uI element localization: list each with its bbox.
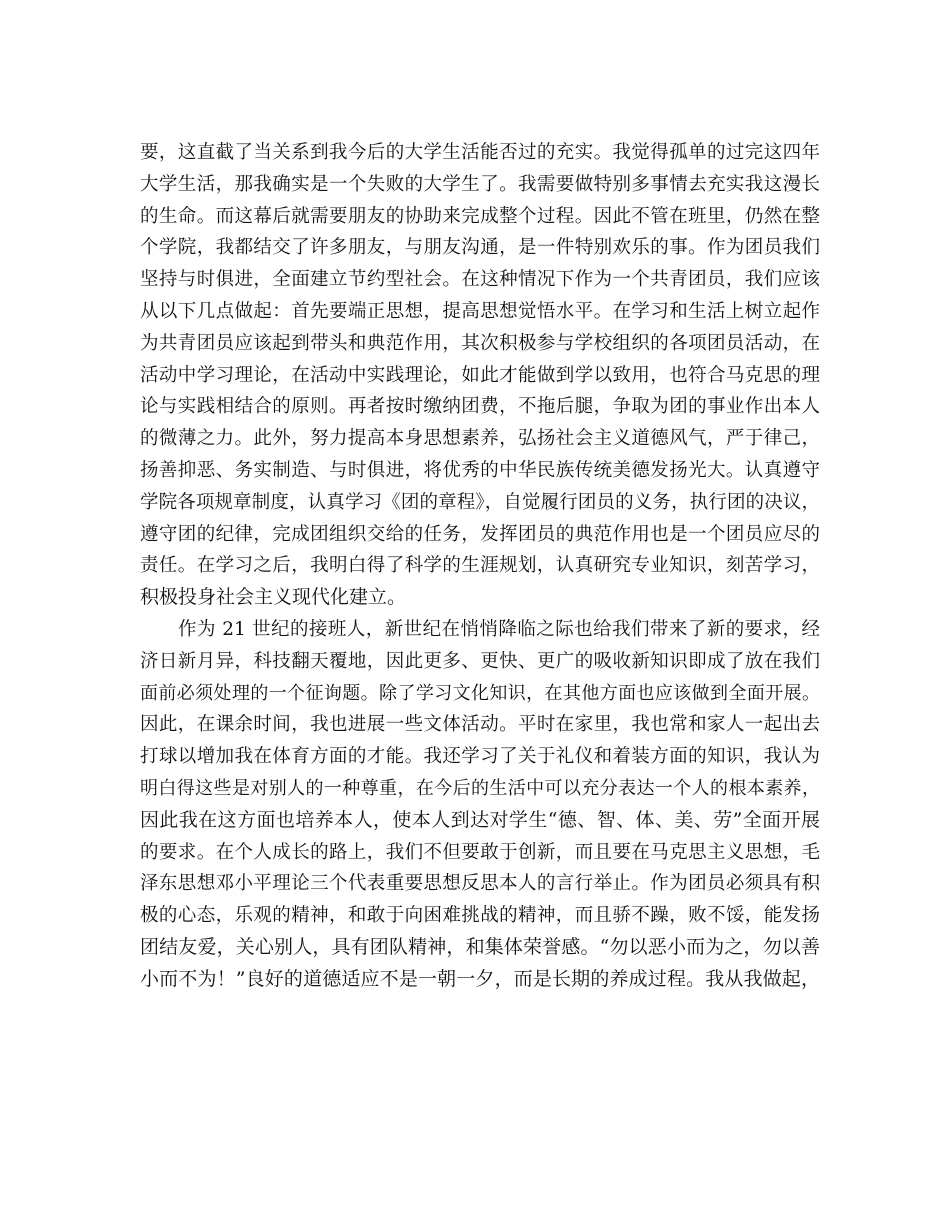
text-line: 坚持与时俱进，全面建立节约型社会。在这种情况下作为一个共青团员，我们应该	[140, 269, 820, 291]
text-line: 论与实践相结合的原则。再者按时缴纳团费，不拖后腿，争取为团的事业作出本人	[140, 396, 820, 418]
text-line: 小而不为！”良好的道德适应不是一朝一夕，而是长期的养成过程。我从我做起，	[140, 967, 820, 990]
text-line: 责任。在学习之后，我明白得了科学的生涯规划，认真研究专业知识，刻苦学习，	[140, 555, 820, 577]
paragraph-2	[140, 614, 820, 996]
text-line: 的微薄之力。此外，努力提高本身思想素养，弘扬社会主义道德风气，严于律己，	[140, 428, 820, 450]
text-line: 要，这直截了当关系到我今后的大学生活能否过的充实。我觉得孤单的过完这四年	[140, 142, 820, 163]
paragraph-1	[140, 137, 820, 614]
text-line: 从以下几点做起：首先要端正思想，提高思想觉悟水平。在学习和生活上树立起作	[140, 300, 820, 322]
text-line: 活动中学习理论，在活动中实践理论，如此才能做到学以致用，也符合马克思的理	[140, 364, 820, 386]
text-line: 面前必须处理的一个征询题。除了学习文化知识，在其他方面也应该做到全面开展。	[140, 682, 820, 704]
text-line: 为共青团员应该起到带头和典范作用，其次积极参与学校组织的各项团员活动，在	[140, 332, 820, 354]
text-line: 扬善抑恶、务实制造、与时俱进，将优秀的中华民族传统美德发扬光大。认真遵守	[140, 459, 820, 481]
text-line: 泽东思想邓小平理论三个代表重要思想反思本人的言行举止。作为团员必须具有积	[140, 873, 820, 895]
text-line: 因此，在课余时间，我也进展一些文体活动。平时在家里，我也常和家人一起出去	[140, 714, 820, 736]
text-line: 打球以增加我在体育方面的才能。我还学习了关于礼仪和着装方面的知识，我认为	[140, 746, 820, 768]
text-line: 的生命。而这幕后就需要朋友的协助来完成整个过程。因此不管在班里，仍然在整	[140, 205, 820, 227]
text-line: 学院各项规章制度，认真学习《团的章程》，自觉履行团员的义务，执行团的决议，	[140, 491, 820, 513]
text-line: 极的心态，乐观的精神，和敢于向困难挑战的精神，而且骄不躁，败不馁，能发扬	[140, 905, 820, 927]
text-line: 团结友爱，关心别人，具有团队精神，和集体荣誉感。“勿以恶小而为之，勿以善	[140, 935, 820, 958]
text-line: 个学院，我都结交了许多朋友，与朋友沟通，是一件特别欢乐的事。作为团员我们	[140, 237, 820, 259]
text-line: 积极投身社会主义现代化建立。	[140, 586, 407, 609]
text-line: 济日新月异，科技翻天覆地，因此更多、更快、更广的吸收新知识即成了放在我们	[140, 650, 820, 672]
text-line: 作为 21 世纪的接班人，新世纪在悄悄降临之际也给我们带来了新的要求，经	[178, 618, 820, 640]
text-line: 的要求。在个人成长的路上，我们不但要敢于创新，而且要在马克思主义思想，毛	[140, 841, 820, 863]
text-line: 明白得这些是对别人的一种尊重，在今后的生活中可以充分表达一个人的根本素养，	[140, 777, 820, 799]
text-line: 遵守团的纪律，完成团组织交给的任务，发挥团员的典范作用也是一个团员应尽的	[140, 523, 820, 545]
body-text	[140, 137, 820, 996]
text-line: 大学生活，那我确实是一个失败的大学生了。我需要做特别多事情去充实我这漫长	[140, 173, 820, 195]
text-line: 因此我在这方面也培养本人，使本人到达对学生“德、智、体、美、劳”全面开展	[140, 808, 820, 831]
